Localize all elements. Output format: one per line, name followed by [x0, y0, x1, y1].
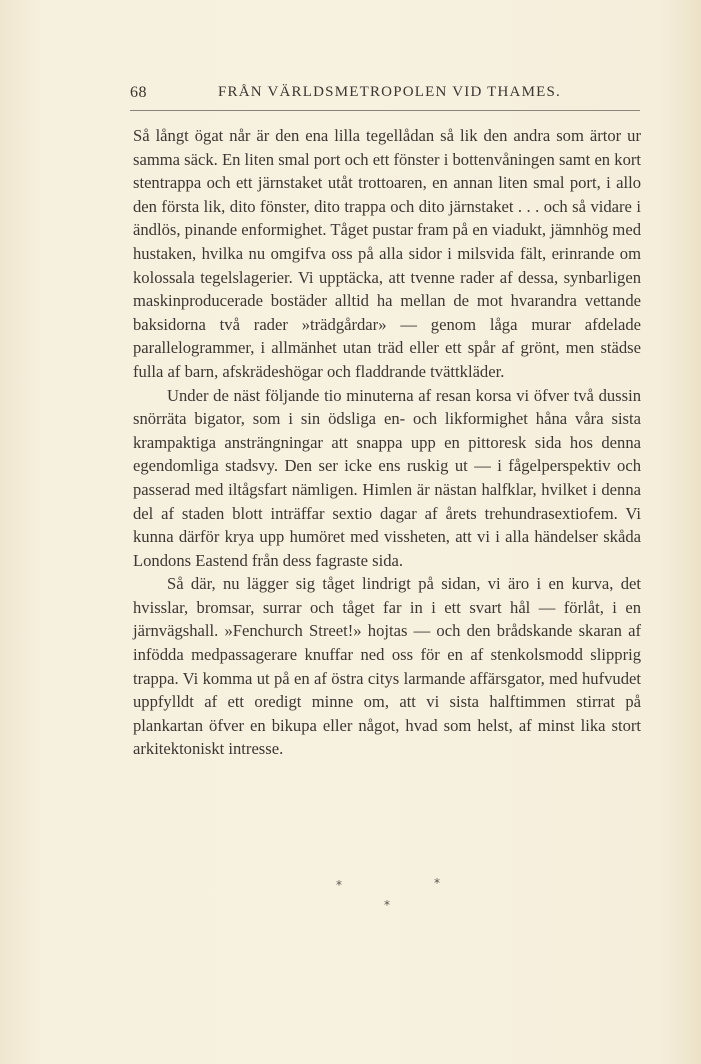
page-number: 68	[130, 84, 147, 101]
header-rule	[130, 110, 640, 111]
section-break-asterism	[0, 876, 701, 916]
running-head: FRÅN VÄRLDSMETROPOLEN VID THAMES.	[218, 84, 561, 100]
asterisk: *	[336, 878, 342, 892]
asterisk: *	[384, 898, 390, 912]
paragraph: Under de näst följande tio minuterna af resan korsa vi öfver två dussin snörräta bigator, som i sin ödsliga en- och likformighet håna våra sista krampaktiga ansträngningar att snappa upp en pittoresk sida hos denna egendomliga stadsvy. Den ser icke ens ruskig ut — i fågelperspektiv och passerad med iltågsfart nämligen. Himlen är nästan halfklar, hvilket i denna del af staden blott inträffar sextio dagar af årets trehundrasextiofem. Vi kunna därför krya upp humöret med vissheten, att vi i alla händelser skåda Londons Eastend från dess fagraste sida.	[133, 385, 641, 570]
asterisk: *	[434, 876, 440, 890]
paragraph: Så långt ögat når är den ena lilla tegellådan så lik den andra som ärtor ur samma säck. En liten smal port och ett fönster i bottenvåningen samt en kort stentrappa och ett järnstaket utåt trottoaren, en annan liten smal port, i allo den första lik, dito fönster, dito trappa och dito järnstaket . . . och så vidare i ändlös, pinande enformighet. Tåget pustar fram på en viadukt, jämnhög med hustaken, hvilka nu omgifva oss på alla sidor i milsvida fält, erinrande om kolossala tegelslagerier. Vi upptäcka, att tvenne rader af dessa, synbarligen maskinproducerade bostäder alltid ha mellan de mot hvarandra vettande baksidorna två rader »trädgårdar» — genom låga murar afdelade parallelogrammer, i allmänhet utan träd eller ett spår af grönt, men städse fulla af barn, afskrädeshögar och fladdrande tvättkläder.	[133, 126, 641, 381]
page-header	[130, 84, 640, 110]
body-text	[133, 124, 641, 761]
paragraph: Så där, nu lägger sig tåget lindrigt på sidan, vi äro i en kurva, det hvisslar, bromsar, surrar och tåget far in i ett svart hål — förlåt, i en järnvägshall. »Fenchurch Street!» hojtas — och den brådskande skaran af infödda medpassagerare knuffar ned oss för en af stenkolsmodd slipprig trappa. Vi komma ut på en af östra citys larmande affärsgator, med hufvudet uppfylldt af ett oredigt minne om, att vi sista halftimmen stirrat på plankartan öfver en bikupa eller något, hvad som helst, af minst lika stort arkitektoniskt intresse.	[133, 574, 641, 759]
